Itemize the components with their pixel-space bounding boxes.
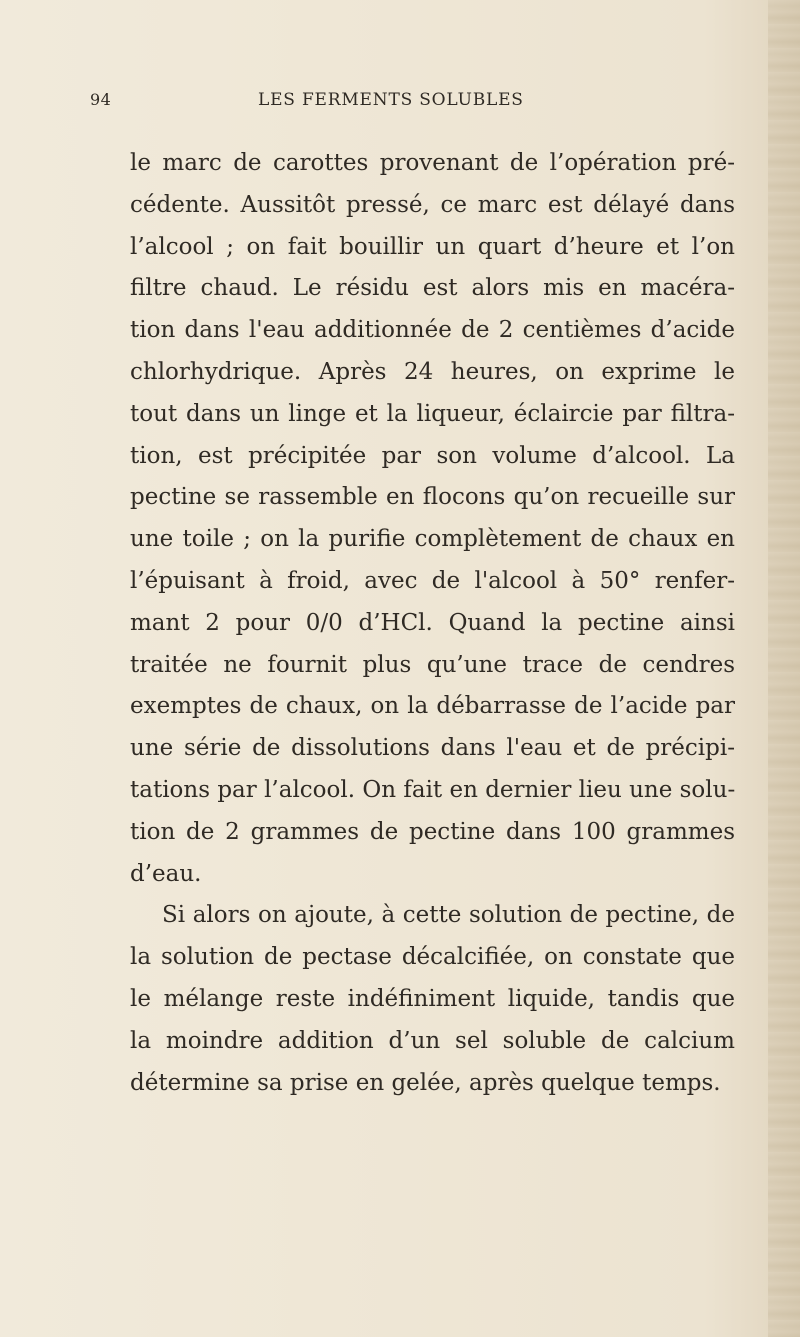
text-line: chlorhydrique. Après 24 heures, on exprime le [130,358,735,385]
text-line: une toile ; on la purifie complètement de chaux en [130,526,735,553]
text-line: la solution de pectase décalcifiée, on constate que [130,944,735,971]
text-line: l’épuisant à froid, avec de l'alcool à 50° renfer- [130,567,735,594]
text-line: tion, est précipitée par son volume d’alcool. La [130,442,735,469]
running-header [90,90,730,120]
text-line: traitée ne fournit plus qu’une trace de cendres [130,651,735,678]
text-line: d’eau. [130,860,202,887]
text-line: tion de 2 grammes de pectine dans 100 grammes [130,818,735,845]
text-line: le marc de carottes provenant de l’opération pré- [130,150,735,176]
text-line: pectine se rassemble en flocons qu’on recueille sur [130,484,735,511]
text-line: tout dans un linge et la liqueur, éclaircie par filtra- [130,400,735,427]
text-line: l’alcool ; on fait bouillir un quart d’heure et l’on [130,233,735,260]
text-line: détermine sa prise en gelée, après quelque temps. [130,1069,721,1096]
text-line: cédente. Aussitôt pressé, ce marc est délayé dans [130,191,735,218]
text-line: mant 2 pour 0/0 d’HCl. Quand la pectine ainsi [130,609,735,636]
text-line: Si alors on ajoute, à cette solution de pectine, de [162,902,735,929]
text-line: une série de dissolutions dans l'eau et de précipi- [130,735,735,762]
text-line: tations par l’alcool. On fait en dernier lieu une solu- [130,776,735,803]
text-line: filtre chaud. Le résidu est alors mis en macéra- [130,275,735,302]
text-line: tion dans l'eau additionnée de 2 centièmes d’acide [130,317,735,344]
running-title: LES FERMENTS SOLUBLES [258,90,524,110]
text-line: le mélange reste indéfiniment liquide, tandis que [130,985,735,1012]
body-text [130,143,735,1104]
text-line: exemptes de chaux, on la débarrasse de l’acide par [130,693,735,720]
page-edge [768,0,800,1337]
text-line: la moindre addition d’un sel soluble de calcium [130,1027,735,1054]
page-number: 94 [90,90,112,109]
